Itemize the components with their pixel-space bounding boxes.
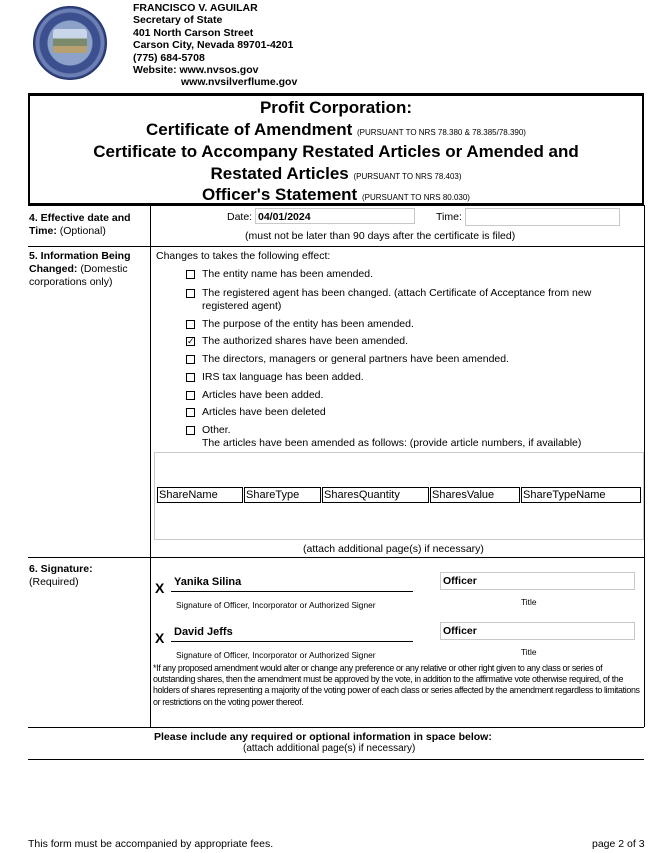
section-5-label: 5. Information Being Changed: (Domestic corporations only) xyxy=(29,250,131,288)
title-line-5: Officer's Statement (PURSUANT TO NRS 80.030) xyxy=(202,185,470,204)
date-label: Date: xyxy=(227,211,253,223)
time-field[interactable] xyxy=(465,208,620,226)
signer-1-title: Officer xyxy=(443,575,477,587)
option-checkbox[interactable] xyxy=(186,426,195,435)
option-label: Other. xyxy=(202,424,231,436)
divider xyxy=(28,246,644,247)
time-label: Time: xyxy=(436,211,462,223)
divider xyxy=(28,759,644,760)
option-label: Articles have been added. xyxy=(202,389,324,401)
option-checkbox[interactable] xyxy=(186,391,195,400)
city-address: Carson City, Nevada 89701-4201 xyxy=(133,39,294,52)
option-checkbox[interactable] xyxy=(186,408,195,417)
website-link-2[interactable]: www.nvsilverflume.gov xyxy=(181,76,298,89)
signature-line xyxy=(171,641,413,642)
option-checkbox[interactable] xyxy=(186,289,195,298)
title-caption: Title xyxy=(521,597,537,607)
option-label: The registered agent has been changed. (attach Certificate of Acceptance from new xyxy=(202,287,592,299)
option-label: Articles have been deleted xyxy=(202,406,326,418)
option-checkbox[interactable] xyxy=(186,355,195,364)
seal-landscape xyxy=(53,29,87,53)
date-value: 04/01/2024 xyxy=(258,211,311,223)
signature-caption: Signature of Officer, Incorporator or Authorized Signer xyxy=(176,600,376,610)
table-header-sharesvalue: SharesValue xyxy=(430,487,520,503)
section-6-label: 6. Signature: (Required) xyxy=(29,563,93,588)
right-border xyxy=(644,205,645,727)
table-header-sharename: ShareName xyxy=(157,487,243,503)
option-checkbox[interactable] xyxy=(186,270,195,279)
signature-x-mark: X xyxy=(155,630,165,646)
letterhead xyxy=(133,2,297,89)
changes-intro: Changes to takes the following effect: xyxy=(156,250,331,262)
amendment-footnote: *If any proposed amendment would alter or change any preference or any relative or other right given to any class or series of outstanding shares, then the amendment must be approved by the vote, in addition to the affirmative vote otherwise required, of the holders of shares representing a majority of the voting power of each class or series affected by the amendment regardless to limitations or restrictions on the voting power thereof. xyxy=(153,663,640,707)
column-divider xyxy=(150,205,151,727)
form-title-box xyxy=(28,93,644,205)
title-line-1: Profit Corporation: xyxy=(259,98,413,117)
optional-info-note: (attach additional page(s) if necessary) xyxy=(243,743,416,754)
option-checkbox[interactable]: ✓ xyxy=(187,336,195,346)
option-label: The directors, managers or general partners have been amended. xyxy=(202,353,510,365)
office-title: Secretary of State xyxy=(133,14,223,27)
nevada-state-seal xyxy=(33,6,107,80)
section-4-label: 4. Effective date and Time: (Optional) xyxy=(29,212,131,237)
option-label: IRS tax language has been added. xyxy=(202,371,364,383)
divider xyxy=(28,557,644,558)
option-label: The authorized shares have been amended. xyxy=(202,335,409,347)
title-line-4: Restated Articles (PURSUANT TO NRS 78.403) xyxy=(210,164,462,183)
signature-caption: Signature of Officer, Incorporator or Authorized Signer xyxy=(176,650,376,660)
signature-x-mark: X xyxy=(155,580,165,596)
signer-1-title-field[interactable] xyxy=(440,572,635,590)
signer-2-title: Officer xyxy=(443,625,477,637)
divider xyxy=(28,727,644,728)
date-limit-note: (must not be later than 90 days after the certificate is filed) xyxy=(245,230,516,242)
other-note: The articles have been amended as follows: (provide article numbers, if available) xyxy=(202,437,582,449)
street-address: 401 North Carson Street xyxy=(133,26,254,39)
option-checkbox[interactable] xyxy=(186,320,195,329)
option-label: The entity name has been amended. xyxy=(202,268,374,280)
table-header-sharesquantity: SharesQuantity xyxy=(322,487,429,503)
option-label: The purpose of the entity has been amended. xyxy=(202,318,414,330)
option-label-continued: registered agent) xyxy=(202,300,282,312)
divider xyxy=(28,205,644,206)
website-link[interactable]: Website: www.nvsos.gov xyxy=(133,64,259,77)
signer-1-name: Yanika Silina xyxy=(174,576,242,588)
title-caption: Title xyxy=(521,647,537,657)
table-header-sharetypename: ShareTypeName xyxy=(521,487,641,503)
attach-note: (attach additional page(s) if necessary) xyxy=(303,543,484,555)
signer-2-name: David Jeffs xyxy=(174,626,233,638)
secretary-name: FRANCISCO V. AGUILAR xyxy=(133,2,258,14)
signer-2-title-field[interactable] xyxy=(440,622,635,640)
title-line-2: Certificate of Amendment (PURSUANT TO NRS 78.380 & 78.385/78.390) xyxy=(146,120,526,139)
option-checkbox[interactable] xyxy=(186,373,195,382)
date-field[interactable] xyxy=(255,208,415,224)
optional-info-heading: Please include any required or optional information in space below: xyxy=(154,731,492,743)
fees-notice: This form must be accompanied by appropriate fees. xyxy=(28,838,274,850)
phone-number: (775) 684-5708 xyxy=(133,51,205,64)
signature-line xyxy=(171,591,413,592)
title-line-3: Certificate to Accompany Restated Articles or Amended and xyxy=(93,142,579,161)
table-header-sharetype: ShareType xyxy=(244,487,321,503)
page-number: page 2 of 3 xyxy=(592,838,645,850)
